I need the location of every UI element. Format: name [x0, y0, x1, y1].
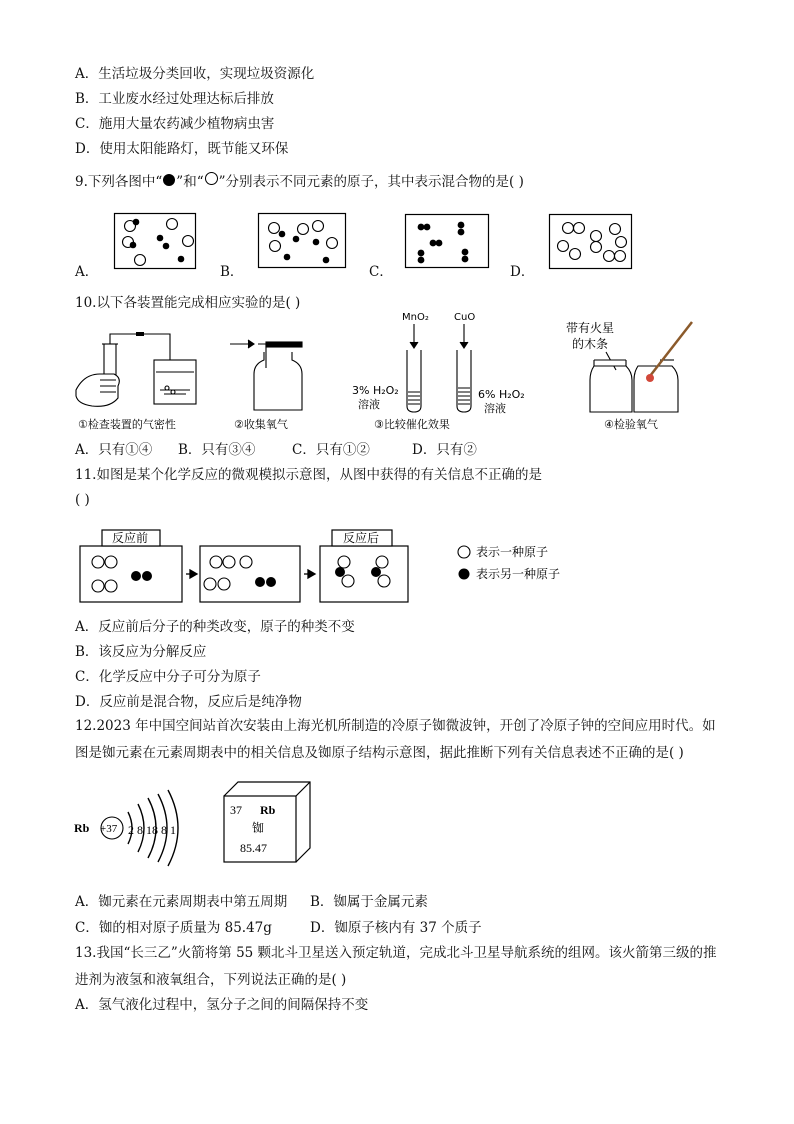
- q9-box-c: [405, 214, 489, 268]
- q12-option-d: D．铷原子核内有 37 个质子: [310, 920, 482, 936]
- q9-box-a: [114, 213, 196, 269]
- q10-stem: 10.以下各装置能完成相应实验的是( ): [75, 295, 301, 311]
- q11-stem: 11.如图是某个化学反应的微观模拟示意图，从图中获得的有关信息不正确的是: [75, 467, 542, 483]
- q11-option-c: C．化学反应中分子可分为原子: [75, 669, 261, 685]
- q9-label-d: D．: [510, 264, 535, 280]
- q9-stem: 9.下列各图中“ ”和“ ”分别表示不同元素的原子，其中表示混合物的是( ): [75, 174, 524, 190]
- q9-box-d: [549, 214, 632, 269]
- black-atom-icon: [163, 174, 175, 186]
- q8-option-d: D．使用太阳能路灯，既节能又环保: [75, 141, 289, 157]
- q12-periodic-cell: [222, 780, 314, 864]
- rb-element-name: 铷: [252, 821, 265, 835]
- q9-box-b: [258, 213, 346, 268]
- rb-electron-shells: 2 8 18 8 1: [128, 823, 176, 837]
- q11-option-d: D．反应前是混合物，反应后是纯净物: [75, 694, 302, 710]
- q10-solution1-a: 3% H₂O₂: [352, 384, 399, 397]
- q13-stem: 13.我国“长三乙”火箭将第 55 颗北斗卫星送入预定轨道，完成北斗卫星导航系统的组网。该火箭第三级的推进剂为液氢和液氧组合，下列说法正确的是( ): [75, 945, 717, 988]
- q10-option-b: B．只有③④: [178, 442, 256, 458]
- q10-caption-4: ④检验氧气: [604, 418, 658, 431]
- q11-option-a: A．反应前后分子的种类改变，原子的种类不变: [75, 619, 355, 635]
- q11-after-label: 反应后: [343, 531, 380, 545]
- q9-label-b: B．: [220, 264, 244, 280]
- rb-element-symbol: Rb: [260, 803, 276, 817]
- q9-label-c: C．: [369, 264, 393, 280]
- q10-caption-3: ③比较催化效果: [374, 418, 450, 431]
- q11-legend-1: 表示一种原子: [476, 545, 549, 559]
- q10-solution2-b: 溶液: [484, 402, 506, 415]
- q11-stem-paren: ( ): [75, 492, 90, 508]
- rb-atomic-number: 37: [230, 803, 242, 817]
- q13-option-a: A．氢气液化过程中，氢分子之间的间隔保持不变: [75, 997, 369, 1013]
- q8-option-b: B．工业废水经过处理达标后排放: [75, 91, 274, 107]
- q10-mno2-label: MnO₂: [402, 312, 429, 323]
- q12-option-b: B．铷属于金属元素: [310, 894, 428, 910]
- q12-stem: 12.2023 年中国空间站首次安装由上海光机所制造的冷原子铷微波钟，开创了冷原子钟的空间应用时代。如图是铷元素在元素周期表中的相关信息及铷原子结构示意图，据此推断下列有关信息表述不正确的是( ): [75, 718, 716, 761]
- q10-figure: [70, 308, 710, 436]
- q10-splint-label-b: 的木条: [572, 337, 609, 351]
- q11-option-b: B．该反应为分解反应: [75, 644, 207, 660]
- q10-caption-2: ②收集氧气: [234, 418, 288, 431]
- q10-solution1-b: 溶液: [358, 398, 380, 411]
- q11-figure: [78, 526, 598, 606]
- q10-cuo-label: CuO: [454, 312, 476, 323]
- q10-option-d: D．只有②: [412, 442, 477, 458]
- q10-option-c: C．只有①②: [292, 442, 370, 458]
- q10-solution2-a: 6% H₂O₂: [478, 388, 525, 401]
- q10-splint-label-a: 带有火星: [566, 321, 615, 335]
- q12-option-c: C．铷的相对原子质量为 85.47g: [75, 920, 272, 936]
- rb-atomic-mass: 85.47: [240, 841, 267, 855]
- q10-caption-1: ①检查装置的气密性: [78, 418, 176, 431]
- q10-option-a: A．只有①④: [75, 442, 153, 458]
- rb-atom-symbol: Rb: [74, 821, 90, 835]
- q11-before-label: 反应前: [112, 531, 149, 545]
- q12-option-a: A．铷元素在元素周期表中第五周期: [75, 894, 288, 910]
- q9-label-a: A．: [75, 264, 99, 280]
- rb-nucleus-charge: +37: [100, 823, 118, 835]
- q8-option-a: A．生活垃圾分类回收，实现垃圾资源化: [75, 66, 315, 82]
- white-atom-icon: [205, 172, 218, 185]
- q11-legend-2: 表示另一种原子: [476, 567, 561, 581]
- q8-option-c: C．施用大量农药减少植物病虫害: [75, 116, 275, 132]
